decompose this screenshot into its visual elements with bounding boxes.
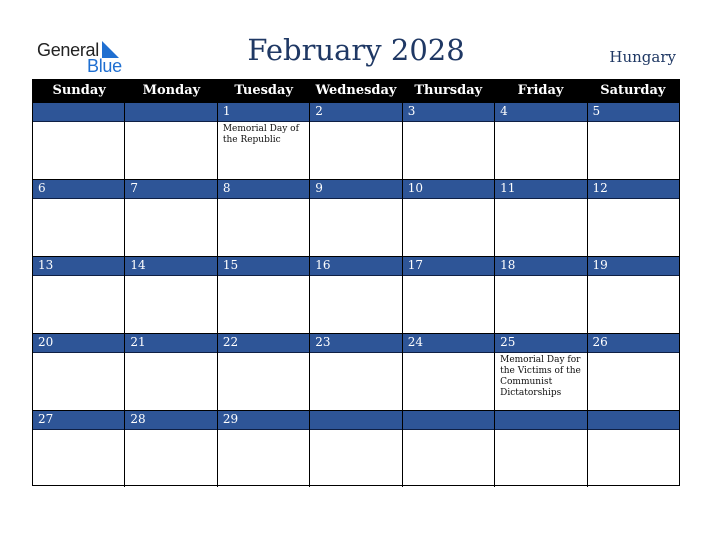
day-cell[interactable] bbox=[495, 179, 587, 256]
holiday-event bbox=[310, 122, 401, 124]
week-row bbox=[33, 333, 679, 410]
holiday-event bbox=[588, 199, 679, 201]
weekday-header: Saturday bbox=[600, 83, 666, 98]
day-number: 1 bbox=[218, 103, 309, 122]
day-number: 19 bbox=[588, 257, 679, 276]
day-cell[interactable] bbox=[218, 179, 310, 256]
week-row bbox=[33, 102, 679, 179]
day-cell[interactable] bbox=[495, 333, 587, 410]
holiday-event bbox=[588, 122, 679, 124]
day-cell[interactable] bbox=[403, 410, 495, 487]
day-number: 22 bbox=[218, 334, 309, 353]
holiday-event bbox=[403, 353, 494, 355]
day-cell[interactable] bbox=[218, 102, 310, 179]
holiday-event bbox=[403, 276, 494, 278]
holiday-event bbox=[495, 276, 586, 278]
day-cell[interactable] bbox=[495, 410, 587, 487]
day-cell[interactable] bbox=[588, 102, 679, 179]
calendar-grid bbox=[32, 79, 680, 486]
holiday-event bbox=[495, 430, 586, 432]
weekday-header: Tuesday bbox=[234, 83, 293, 98]
holiday-event bbox=[403, 199, 494, 201]
day-number: 10 bbox=[403, 180, 494, 199]
holiday-event bbox=[125, 353, 216, 355]
day-cell[interactable] bbox=[218, 333, 310, 410]
holiday-event bbox=[495, 199, 586, 201]
day-cell[interactable] bbox=[33, 333, 125, 410]
day-number: 14 bbox=[125, 257, 216, 276]
day-number: 21 bbox=[125, 334, 216, 353]
day-cell[interactable] bbox=[403, 256, 495, 333]
holiday-event bbox=[33, 122, 124, 124]
holiday-event bbox=[218, 276, 309, 278]
day-number: 9 bbox=[310, 180, 401, 199]
holiday-event bbox=[310, 199, 401, 201]
day-number: 2 bbox=[310, 103, 401, 122]
day-number: 7 bbox=[125, 180, 216, 199]
day-number: 18 bbox=[495, 257, 586, 276]
day-cell[interactable] bbox=[218, 256, 310, 333]
weekday-header: Wednesday bbox=[315, 83, 397, 98]
holiday-event bbox=[403, 430, 494, 432]
day-number bbox=[403, 411, 494, 430]
day-cell[interactable] bbox=[310, 256, 402, 333]
calendar-title: February 2028 bbox=[247, 33, 465, 67]
day-cell[interactable] bbox=[588, 179, 679, 256]
logo-text-blue: Blue bbox=[87, 56, 122, 76]
day-cell[interactable] bbox=[33, 256, 125, 333]
week-row bbox=[33, 410, 679, 487]
day-number: 16 bbox=[310, 257, 401, 276]
weeks-container bbox=[33, 102, 679, 487]
holiday-event bbox=[125, 199, 216, 201]
holiday-event bbox=[310, 353, 401, 355]
holiday-event bbox=[588, 430, 679, 432]
day-cell[interactable] bbox=[403, 179, 495, 256]
day-number bbox=[310, 411, 401, 430]
day-number: 11 bbox=[495, 180, 586, 199]
week-row bbox=[33, 179, 679, 256]
holiday-event bbox=[33, 430, 124, 432]
country-label: Hungary bbox=[609, 48, 676, 66]
day-number: 25 bbox=[495, 334, 586, 353]
weekday-header: Friday bbox=[517, 83, 564, 98]
day-cell[interactable] bbox=[125, 410, 217, 487]
day-number: 27 bbox=[33, 411, 124, 430]
holiday-event bbox=[33, 199, 124, 201]
day-cell[interactable] bbox=[125, 102, 217, 179]
holiday-event bbox=[33, 276, 124, 278]
holiday-event bbox=[218, 199, 309, 201]
day-number: 4 bbox=[495, 103, 586, 122]
holiday-event bbox=[33, 353, 124, 355]
day-cell[interactable] bbox=[588, 256, 679, 333]
weekday-header: Monday bbox=[142, 83, 201, 98]
day-number: 15 bbox=[218, 257, 309, 276]
holiday-event bbox=[218, 430, 309, 432]
day-number: 13 bbox=[33, 257, 124, 276]
day-cell[interactable] bbox=[33, 179, 125, 256]
day-number: 24 bbox=[403, 334, 494, 353]
day-cell[interactable] bbox=[403, 102, 495, 179]
day-cell[interactable] bbox=[495, 102, 587, 179]
weekday-header: Thursday bbox=[414, 83, 483, 98]
day-number: 3 bbox=[403, 103, 494, 122]
day-number bbox=[495, 411, 586, 430]
weekday-header-row bbox=[33, 80, 679, 102]
day-number bbox=[588, 411, 679, 430]
holiday-event bbox=[125, 276, 216, 278]
day-number: 12 bbox=[588, 180, 679, 199]
day-cell[interactable] bbox=[310, 333, 402, 410]
holiday-event bbox=[495, 122, 586, 124]
holiday-event bbox=[125, 122, 216, 124]
day-cell[interactable] bbox=[33, 410, 125, 487]
day-cell[interactable] bbox=[310, 179, 402, 256]
day-cell[interactable] bbox=[125, 256, 217, 333]
day-cell[interactable] bbox=[33, 102, 125, 179]
week-row bbox=[33, 256, 679, 333]
day-cell[interactable] bbox=[310, 410, 402, 487]
day-cell[interactable] bbox=[125, 333, 217, 410]
day-number: 28 bbox=[125, 411, 216, 430]
holiday-event bbox=[218, 353, 309, 355]
day-cell[interactable] bbox=[310, 102, 402, 179]
day-cell[interactable] bbox=[495, 256, 587, 333]
day-cell[interactable] bbox=[588, 410, 679, 487]
day-cell[interactable] bbox=[403, 333, 495, 410]
day-cell[interactable] bbox=[218, 410, 310, 487]
holiday-event bbox=[588, 276, 679, 278]
holiday-event: Memorial Day of the Republic bbox=[222, 124, 299, 145]
day-number bbox=[33, 103, 124, 122]
day-number: 26 bbox=[588, 334, 679, 353]
holiday-event bbox=[310, 430, 401, 432]
day-cell[interactable] bbox=[588, 333, 679, 410]
holiday-event bbox=[403, 122, 494, 124]
logo-text-general: General bbox=[37, 40, 99, 60]
day-number: 23 bbox=[310, 334, 401, 353]
day-number: 29 bbox=[218, 411, 309, 430]
day-number: 17 bbox=[403, 257, 494, 276]
holiday-event: Memorial Day for the Victims of the Communist Dictatorships bbox=[500, 355, 581, 398]
day-number bbox=[125, 103, 216, 122]
day-cell[interactable] bbox=[125, 179, 217, 256]
day-number: 6 bbox=[33, 180, 124, 199]
day-number: 5 bbox=[588, 103, 679, 122]
holiday-event bbox=[588, 353, 679, 355]
holiday-event bbox=[125, 430, 216, 432]
weekday-header: Sunday bbox=[52, 83, 106, 98]
day-number: 20 bbox=[33, 334, 124, 353]
day-number: 8 bbox=[218, 180, 309, 199]
holiday-event bbox=[310, 276, 401, 278]
